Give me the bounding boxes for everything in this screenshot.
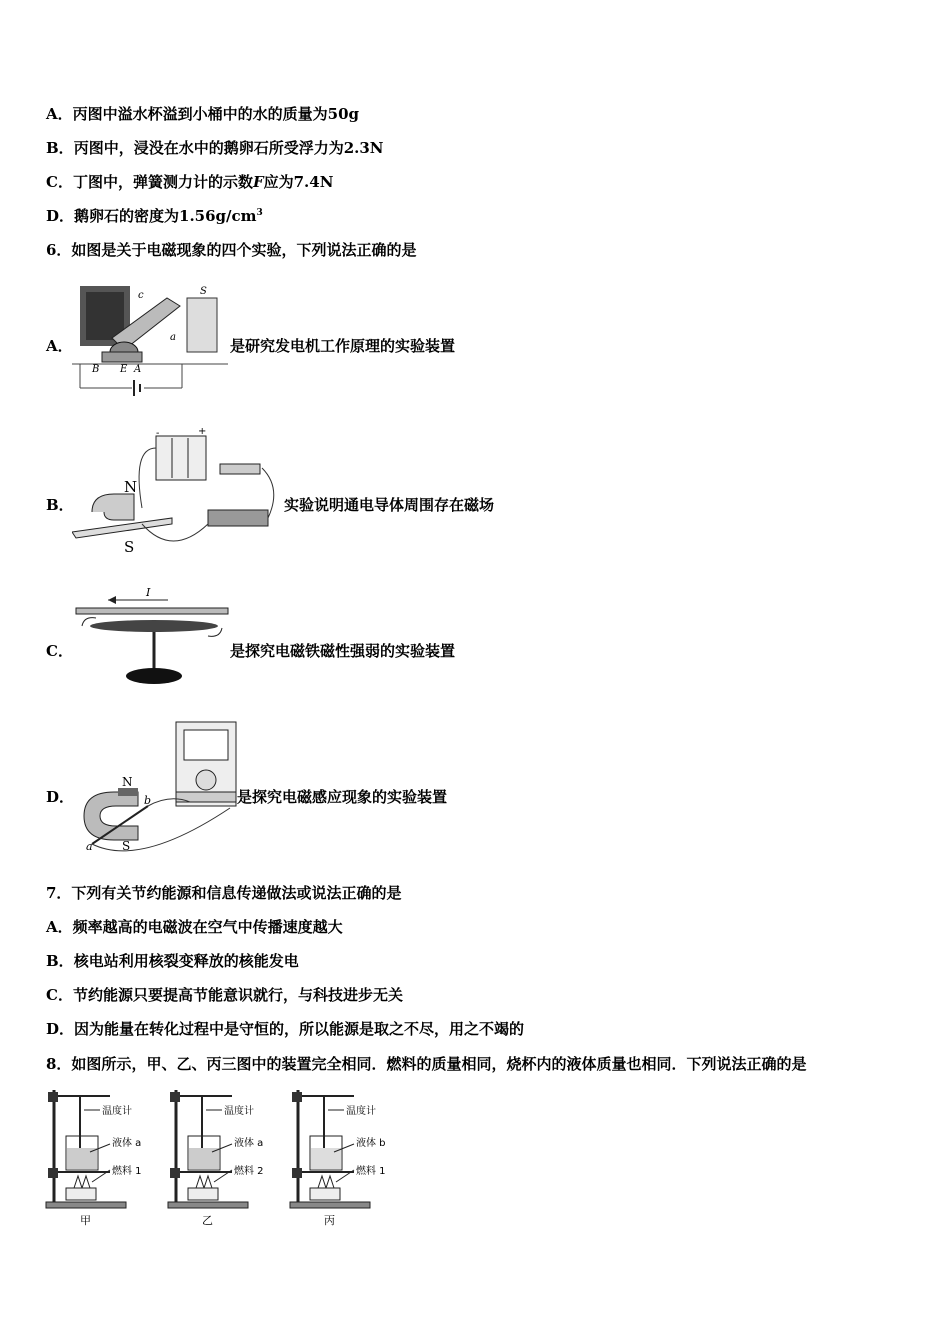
magnet-pole xyxy=(118,788,138,796)
q5-option-c xyxy=(46,171,333,192)
caption-yi: 乙 xyxy=(202,1214,213,1227)
oersted-apparatus-figure xyxy=(72,428,282,562)
q6-option-a-label: A． xyxy=(46,337,73,355)
label-thermometer: 温度计 xyxy=(224,1106,254,1117)
flame xyxy=(74,1176,90,1188)
option-text: 节约能源只要提高节能意识就行，与科技进步无关 xyxy=(72,986,403,1004)
label-a-upper: A xyxy=(134,364,142,375)
label-thermometer: 温度计 xyxy=(102,1106,132,1117)
label-b: b xyxy=(144,794,152,807)
label-a: a xyxy=(170,332,176,343)
label-liquid: 液体 b xyxy=(356,1138,386,1149)
arrowhead xyxy=(108,596,116,604)
clamp xyxy=(292,1092,302,1102)
clamp xyxy=(48,1168,58,1178)
superscript: 3 xyxy=(256,208,263,218)
option-text: 丙图中，浸没在水中的鹅卵石所受浮力为2.3N xyxy=(73,139,384,157)
clamp xyxy=(48,1092,58,1102)
label-fuel: 燃料 1 xyxy=(112,1166,142,1177)
battery-pack xyxy=(156,436,206,480)
label-c: c xyxy=(138,290,144,301)
heating-setup-yi xyxy=(162,1084,282,1230)
clamp xyxy=(292,1168,302,1178)
option-label: A． xyxy=(46,105,73,123)
brush-base xyxy=(102,352,142,362)
option-text: 应为7.4N xyxy=(263,173,334,191)
q6-option-d-label: D． xyxy=(46,788,75,806)
option-label: B． xyxy=(46,952,74,970)
option-text: 丙图中溢水杯溢到小桶中的水的质量为50g xyxy=(72,105,360,123)
caption-bing: 丙 xyxy=(324,1214,335,1227)
plus-sign: + xyxy=(198,428,207,437)
label-fuel: 燃料 1 xyxy=(356,1166,386,1177)
flame xyxy=(196,1176,212,1188)
q7-stem: 7．下列有关节约能源和信息传递做法或说法正确的是 xyxy=(46,884,402,902)
rheostat xyxy=(208,510,268,526)
label-n: N xyxy=(122,775,133,789)
q6-option-c-text: 是探究电磁铁磁性强弱的实验装置 xyxy=(230,642,456,660)
option-text: 因为能量在转化过程中是守恒的，所以能源是取之不尽，用之不竭的 xyxy=(74,1020,525,1038)
horseshoe-magnet xyxy=(92,494,134,520)
flame xyxy=(318,1176,334,1188)
option-label: C． xyxy=(46,173,73,191)
q6-option-a-text: 是研究发电机工作原理的实验装置 xyxy=(230,337,456,355)
q7-option-a xyxy=(46,916,343,937)
clamp xyxy=(170,1168,180,1178)
option-label: D． xyxy=(46,1020,75,1038)
q6-option-b-text: 实验说明通电导体周围存在磁场 xyxy=(284,496,495,514)
stand-base xyxy=(126,668,182,684)
q7-option-d xyxy=(46,1018,524,1039)
horseshoe-magnet xyxy=(84,792,138,840)
q5-option-b xyxy=(46,137,384,158)
option-label: B． xyxy=(46,139,74,157)
label-i: I xyxy=(146,586,151,599)
switch xyxy=(220,464,260,474)
option-text: 丁图中，弹簧测力计的示数 xyxy=(72,173,253,191)
compass-wire-figure xyxy=(72,586,232,692)
label-liquid: 液体 a xyxy=(234,1138,264,1149)
label-thermometer: 温度计 xyxy=(346,1106,376,1117)
q6-option-c-label: C． xyxy=(46,642,73,660)
label-b: B xyxy=(92,364,100,375)
clamp xyxy=(170,1092,180,1102)
stand-base xyxy=(290,1202,370,1208)
caption-jia: 甲 xyxy=(80,1214,91,1227)
compass-needle xyxy=(90,620,218,632)
fuel-burner xyxy=(188,1188,218,1200)
wire xyxy=(139,448,156,508)
option-text: 鹅卵石的密度为1.56g/cm xyxy=(74,207,257,225)
label-s: S xyxy=(200,286,207,297)
q6-option-d-text: 是探究电磁感应现象的实验装置 xyxy=(237,788,448,806)
label-n: N xyxy=(124,478,138,496)
induction-apparatus-figure xyxy=(80,718,240,858)
stand-base xyxy=(46,1202,126,1208)
fuel-burner xyxy=(310,1188,340,1200)
q7-option-b xyxy=(46,950,299,971)
label-a: a xyxy=(86,840,93,853)
minus-sign: - xyxy=(156,428,160,439)
option-text: 频率越高的电磁波在空气中传播速度越大 xyxy=(72,918,343,936)
label-e: E xyxy=(120,364,128,375)
label-liquid: 液体 a xyxy=(112,1138,142,1149)
option-text: 核电站利用核裂变释放的核能发电 xyxy=(73,952,299,970)
variable-f: F xyxy=(252,173,264,191)
q8-stem: 8．如图所示，甲、乙、丙三图中的装置完全相同．燃料的质量相同，烧杯内的液体质量也相同．下列说法正确的是 xyxy=(46,1055,807,1073)
option-label: C． xyxy=(46,986,73,1004)
galvanometer-dial xyxy=(184,730,228,760)
heating-setup-jia xyxy=(40,1084,160,1230)
base-board xyxy=(72,518,172,538)
stand-base xyxy=(168,1202,248,1208)
label-s: S xyxy=(122,839,131,853)
label-fuel: 燃料 2 xyxy=(234,1166,264,1177)
option-label: A． xyxy=(46,918,73,936)
q5-option-d xyxy=(46,205,263,226)
heating-setup-bing xyxy=(284,1084,404,1230)
label-s: S xyxy=(124,538,135,556)
q6-option-b-label: B． xyxy=(46,496,74,514)
straight-wire xyxy=(76,608,228,614)
q7-option-c xyxy=(46,984,403,1005)
option-label: D． xyxy=(46,207,75,225)
field-arrow xyxy=(208,628,222,636)
magnet-block-s xyxy=(187,298,217,352)
galvanometer-knob xyxy=(196,770,216,790)
generator-apparatus-figure xyxy=(72,268,230,404)
q6-stem: 6．如图是关于电磁现象的四个实验，下列说法正确的是 xyxy=(46,241,417,259)
fuel-burner xyxy=(66,1188,96,1200)
q5-option-a xyxy=(46,103,359,124)
